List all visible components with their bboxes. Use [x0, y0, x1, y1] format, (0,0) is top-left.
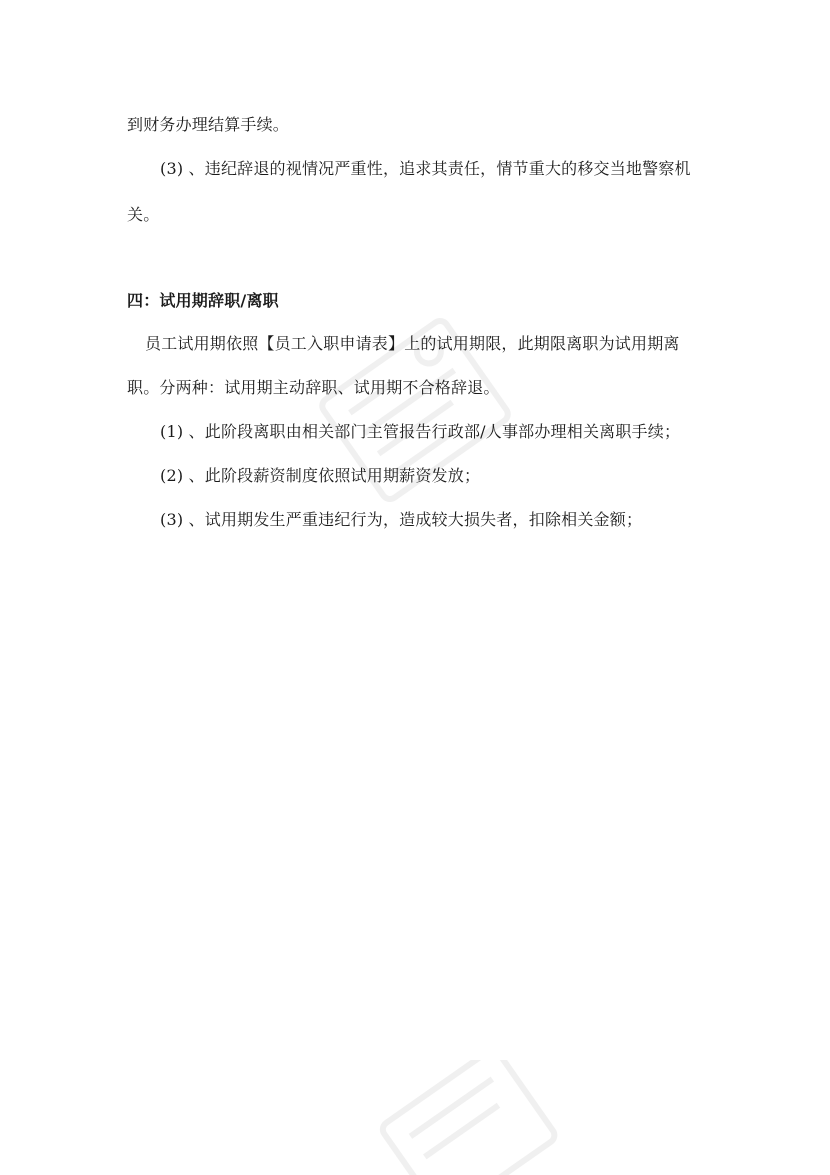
- section-heading: 四：试用期辞职/离职: [127, 291, 279, 310]
- paragraph-line: 职。分两种：试用期主动辞职、试用期不合格辞退。: [127, 378, 500, 397]
- list-item-line: (3) 、试用期发生严重违纪行为，造成较大损失者，扣除相关金额；: [160, 510, 643, 529]
- list-item-line: (3) 、违纪辞退的视情况严重性，追求其责任，情节重大的移交当地警察机: [160, 159, 691, 178]
- paragraph-line: 员工试用期依照【员工入职申请表】上的试用期限，此期限离职为试用期离: [145, 334, 680, 353]
- watermark-mark-bottom: [360, 1060, 560, 1175]
- paragraph-line: 关。: [127, 205, 160, 224]
- watermark-mark: [300, 280, 530, 540]
- list-item-line: (2) 、此阶段薪资制度依照试用期薪资发放；: [160, 466, 481, 485]
- paragraph-line: 到财务办理结算手续。: [127, 115, 290, 134]
- list-item-line: (1) 、此阶段离职由相关部门主管报告行政部/人事部办理相关离职手续；: [160, 422, 681, 441]
